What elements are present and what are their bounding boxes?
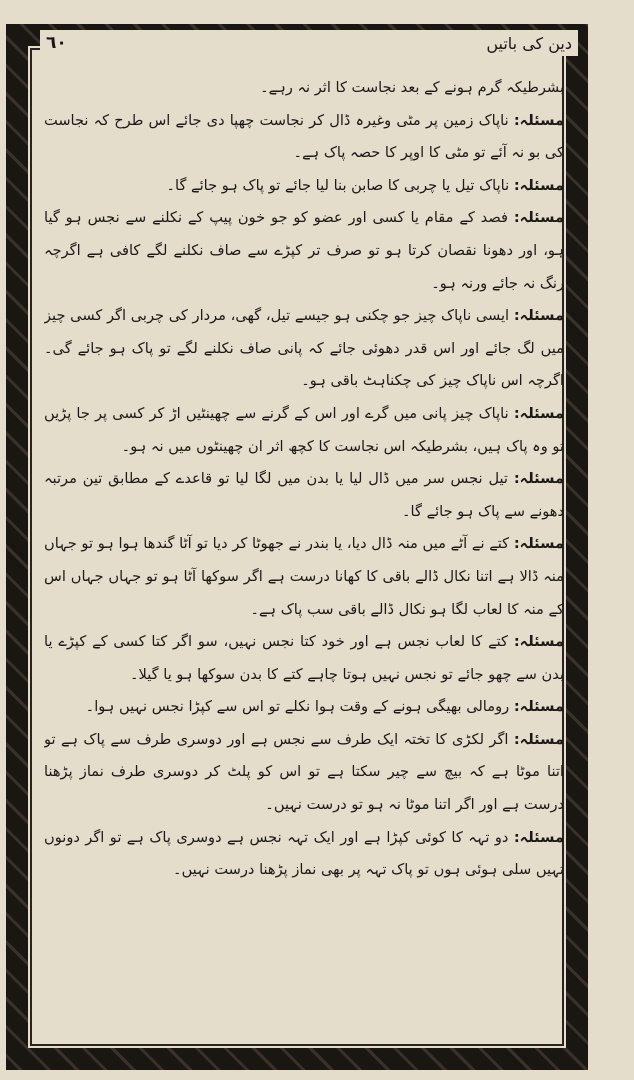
masala-10: [44, 724, 564, 822]
masala-text: ایسی ناپاک چیز جو چکنی ہو جیسے تیل، گھی، مردار کی چربی اگر کسی چیز میں لگ جائے اور اس قدر دھوئی جائے کہ پانی صاف نکلنے لگے تو پاک ہو جائے گی۔ اگرچہ اس ناپاک چیز کی چکناہٹ باقی ہو۔: [44, 307, 564, 390]
masala-9: [44, 691, 564, 724]
masala-label: مسئلہ:: [513, 730, 564, 748]
masala-label: مسئلہ:: [513, 209, 564, 227]
masala-label: مسئلہ:: [513, 633, 564, 651]
masala-6: [44, 463, 564, 528]
masala-text: ناپاک تیل یا چربی کا صابن بنا لیا جائے تو پاک ہو جائے گا۔: [166, 176, 510, 194]
masala-label: مسئلہ:: [513, 828, 564, 846]
masala-text: تیل نجس سر میں ڈال لیا یا بدن میں لگا لیا تو قاعدے کے مطابق تین مرتبہ دھونے سے پاک ہو جائے گا۔: [44, 470, 564, 520]
masala-label: مسئلہ:: [513, 176, 564, 194]
page-text: [44, 72, 564, 1042]
masala-11: [44, 822, 564, 887]
masala-8: [44, 626, 564, 691]
masala-label: مسئلہ:: [513, 698, 564, 716]
masala-text: فصد کے مقام یا کسی اور عضو کو جو خون پیپ کے نکلنے سے نجس ہو گیا ہو، اور دھونا نقصان کرتا ہو تو صرف تر کپڑے سے صاف نکلنے لگے کافی ہے اگرچہ رنگ نہ جائے ورنہ ہو۔: [44, 209, 564, 292]
masala-7: [44, 528, 564, 626]
masala-text: کتے نے آٹے میں منہ ڈال دیا، یا بندر نے جھوٹا کر دیا تو آٹا گندھا ہوا ہو تو جہاں منہ ڈالا ہے اتنا نکال ڈالے باقی کا کھانا درست ہے اگر سوکھا آٹا ہو تو جہاں جہاں اس کے منہ کا لعاب لگا ہو نکال ڈالے باقی سب پاک ہے۔: [44, 535, 564, 618]
masala-text: رومالی بھیگی ہونے کے وقت ہوا نکلے تو اس سے کپڑا نجس نہیں ہوا۔: [85, 698, 510, 716]
masala-text: کتے کا لعاب نجس ہے اور خود کتا نجس نہیں، سو اگر کتا کسی کے کپڑے یا بدن سے چھو جائے تو نجس نہیں ہوتا چاہے کتے کا بدن سوکھا ہو یا گیلا۔: [44, 633, 564, 683]
masala-2: [44, 170, 564, 203]
masala-text: اگر لکڑی کا تختہ ایک طرف سے نجس ہے اور دوسری طرف سے پاک ہے تو اتنا موٹا ہے کہ بیچ سے چیر سکتا ہے تو اس کو پلٹ کر دوسری طرف نماز پڑھنا درست ہے اور اگر اتنا موٹا نہ ہو تو درست نہیں۔: [44, 730, 564, 814]
masala-label: مسئلہ:: [513, 535, 564, 553]
running-title: دین کی باتیں: [486, 33, 572, 53]
masala-1: [44, 105, 564, 170]
page-number: ٦٠: [46, 33, 67, 53]
masala-label: مسئلہ:: [513, 404, 564, 422]
intro-line: بشرطیکہ گرم ہونے کے بعد نجاست کا اثر نہ رہے۔: [260, 79, 564, 96]
masala-text: ناپاک زمین پر مٹی وغیرہ ڈال کر نجاست چھپا دی جائے اس طرح کہ نجاست کی بو نہ آئے تو مٹی کا اوپر کا حصہ پاک ہے۔: [44, 111, 564, 162]
masala-label: مسئلہ:: [513, 307, 564, 325]
masala-text: دو تہہ کا کوئی کپڑا ہے اور ایک تہہ نجس ہے دوسری پاک ہے تو اگر دونوں تہیں سلی ہوئی ہوں تو پاک تہہ پر بھی نماز پڑھنا درست نہیں۔: [44, 828, 564, 879]
masala-4: [44, 300, 564, 398]
masala-5: [44, 398, 564, 463]
masala-label: مسئلہ:: [513, 470, 564, 488]
masala-3: [44, 202, 564, 300]
masala-text: ناپاک چیز پانی میں گرے اور اس کے گرنے سے چھینٹیں اڑ کر کسی پر جا پڑیں تو وہ پاک ہیں، بشرطیکہ اس نجاست کا کچھ اثر ان چھینٹوں میں نہ ہو۔: [44, 404, 564, 455]
page-header: [40, 30, 578, 56]
masala-label: مسئلہ:: [513, 111, 564, 129]
